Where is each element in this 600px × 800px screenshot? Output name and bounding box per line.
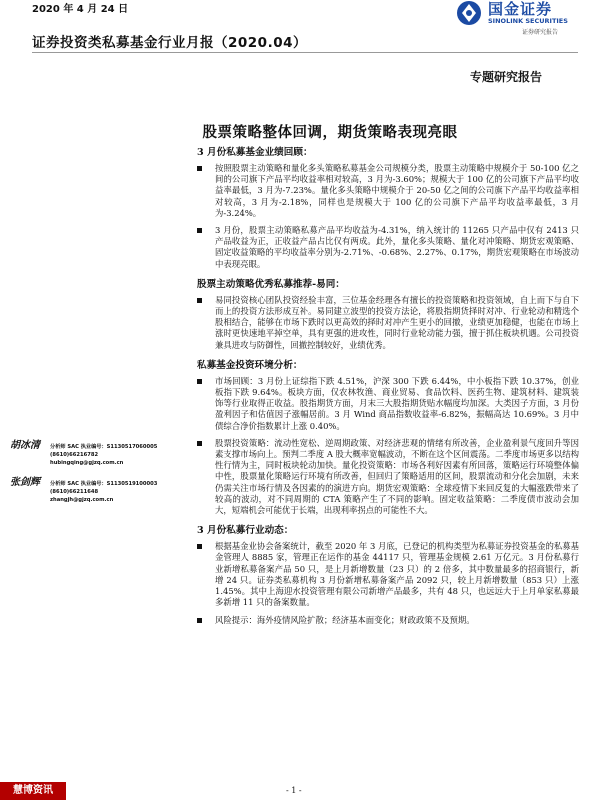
analyst-cert: 分析师 SAC 执业编号：S1130517060005	[50, 444, 158, 450]
report-body	[197, 144, 579, 632]
logo-mark-icon	[456, 0, 482, 26]
bullet-item	[197, 376, 579, 432]
bullet-square-icon	[197, 228, 202, 233]
analyst-email[interactable]: hubingqing@gjzq.com.cn	[50, 460, 124, 466]
analyst-name: 胡冰清	[10, 440, 40, 451]
section-industry-news	[197, 522, 579, 625]
section-performance-review	[197, 144, 579, 270]
bullet-text: 风险提示：海外疫情风险扩散；经济基本面变化；财政政策不及预期。	[215, 614, 475, 625]
bullet-text: 市场回顾：3 月份上证综指下跌 4.51%，沪深 300 下跌 6.44%，中小板指下跌 10.37%，创业板指下跌 9.64%。板块方面，仅农林牧渔、商业贸易、食品饮料、医药生物、建筑材料、建筑装饰等行业取得正收益。股指期货方面，月末三大股指期货贴水幅度均加深。大类因子方面，3 月份盈利因子和估值因子涨幅居前。3 月 Wind 商品指数收益率-6.82%，振幅高达 10.69%。3 月中债综合净价指数累计上涨 0.40%。	[215, 375, 579, 431]
report-title: 证券投资类私募基金行业月报（2020.04）	[32, 35, 307, 51]
bullet-square-icon	[197, 166, 202, 171]
section-environment	[197, 357, 579, 516]
page-number: - 1 -	[286, 786, 302, 795]
section-title: 股票主动策略优秀私募推荐-易同：	[197, 278, 345, 290]
analyst-phone: (8610)66216782	[50, 452, 99, 458]
report-date: 2020 年 4 月 24 日	[32, 4, 129, 15]
bullet-item	[197, 225, 579, 270]
section-title: 私募基金投资环境分析：	[197, 359, 303, 371]
bullet-text: 易同投资核心团队投资经验丰富，三位基金经理各有擅长的投资策略和投资领域，自上而下与自下而上的投资方法形成互补。易同建立波型的投资方法论，将股指期货择时对冲、行业轮动和精选个股相结合，能够在市场下跌时以更高效的择时对冲产生更小的回撤，业绩更加稳健，也能在市场上涨时更快速地平掉空单，具有更强的进攻性，同时行业轮动能力强，擅于抓住板块机遇。公司投资兼具进攻与防御性，回撤控制较好，业绩优秀。	[215, 294, 579, 350]
bullet-square-icon	[197, 544, 202, 549]
bullet-square-icon	[197, 379, 202, 384]
headline: 股票策略整体回调，期货策略表现亮眼	[202, 124, 458, 141]
bullet-text: 按照股票主动策略和量化多头策略私募基金公司规模分类，股票主动策略中规模介于 50-100 亿之间的公司旗下产品平均收益率相对较高，3 月为-3.60%；规模大于 100 亿的公司旗下产品平均收益率最低，3 月为-7.23%。量化多头策略中规模介于 20-50 亿之间的公司旗下产品平均收益率相对较高，3 月为-2.18%，同样也是规模大于 100 亿的公司旗下产品平均收益率最低，3 月为-3.24%。	[215, 163, 579, 218]
analyst-phone: (8610)66211648	[50, 489, 99, 495]
bullet-item	[197, 615, 579, 626]
logo-sub-text: 证券研究报告	[522, 29, 559, 36]
section-title: 3 月份私募行业动态：	[197, 525, 294, 537]
title-divider	[32, 52, 578, 53]
analyst-card	[10, 436, 192, 467]
bullet-text: 股票投资策略：流动性宽松、逆周期政策、对经济悲观的情绪有所改善，企业盈利景气度回升等因素支撑市场向上。预判二季度 A 股大概率宽幅波动，不断在这个区间震荡。二季度市场更多以结构性行情为主，同时板块轮动加快。量化投资策略：市场各利好因素有所回落，策略运行环境整体偏中性，股票量化策略运行环境有所改善，但回归了策略适用的区间，股票流动和分化会加剧，未来仍需关注市场行情及各因素的的演进方向。期货宏观策略：全球疫情下来回反复的大幅涨跌带来了较高的波动，对不同周期的 CTA 策略产生了不同的影响。固定收益策略：二季度债市波动会加大，短端机会可能优于长端，出现利率拐点的可能性不大。	[215, 437, 579, 516]
analyst-card	[10, 473, 192, 504]
logo-cn-text: 国金证券	[488, 0, 553, 18]
footer-brand-logo: 慧博资讯	[0, 782, 66, 800]
analyst-name: 张剑辉	[10, 477, 40, 488]
section-recommendation	[197, 276, 579, 351]
section-title: 3 月份私募基金业绩回顾：	[197, 147, 313, 158]
bullet-square-icon	[197, 618, 202, 623]
bullet-text: 3 月份，股票主动策略私募产品平均收益为-4.31%，纳入统计的 11265 只产品中仅有 2413 只产品收益为正，正收益产品占比仅有两成。此外，量化多头策略、量化对冲策略、期货宏观策略、固定收益策略的平均收益率分别为-2.71%、-0.68%、2.27%、0.17%，期货宏观策略在市场波动中表现亮眼。	[215, 225, 579, 269]
bullet-item	[197, 295, 579, 351]
bullet-square-icon	[197, 441, 202, 446]
bullet-item	[197, 541, 579, 608]
report-type: 专题研究报告	[470, 70, 543, 84]
company-logo	[456, 0, 586, 40]
logo-en-text: SINOLINK SECURITIES	[488, 17, 568, 25]
bullet-square-icon	[197, 298, 202, 303]
bullet-item	[197, 438, 579, 516]
analyst-email[interactable]: zhangjh@gjzq.com.cn	[50, 497, 114, 503]
analyst-cert: 分析师 SAC 执业编号：S1130519100003	[50, 481, 158, 487]
bullet-text: 根据基金业协会备案统计，截至 2020 年 3 月底，已登记的机构类型为私募证券投资基金的私募基金管理人 8885 家，管理正在运作的基金 44117 只，管理基金规模 2.61 万亿元。3 月份私募行业新增私募备案产品 50 只，是上月新增数量（23 只）的 2 倍多，其中数量最多的招商银行，新增 24 只。证券类私募机构 3 月份新增私募备案产品 2092 只，较上月新增数量（853 只）上涨 1.45%。其中上海迎水投资管理有限公司新增产品最多，共有 48 只，也远远大于上月单家私募最多新增 11 只的备案数量。	[215, 541, 579, 608]
analyst-list	[10, 436, 192, 510]
bullet-item	[197, 163, 579, 219]
